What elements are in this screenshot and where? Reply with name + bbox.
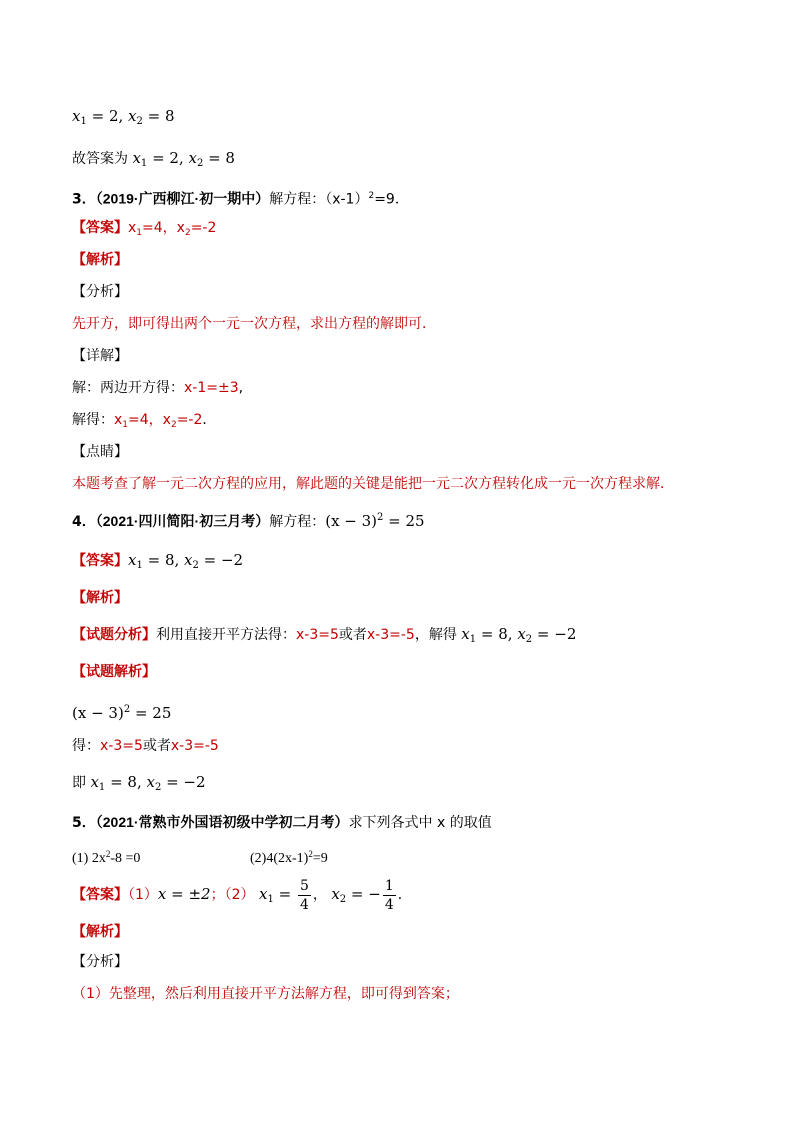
q5-fenxi-label: 【分析】: [72, 954, 128, 970]
q4-de: 得：x-3=5或者x-3=-5: [72, 738, 219, 754]
q3-dianjing-text: 本题考查了解一元二次方程的应用，解此题的关键是能把一元二次方程转化成一元一次方程求解．: [72, 476, 674, 492]
q4-equation: $(x - 3)^2 = 25$: [72, 704, 172, 722]
q3-xiangjie-label: 【详解】: [72, 348, 128, 364]
question-4: 4．（2021·四川简阳·初三月考）解方程：$(x - 3)^2 = 25$: [72, 512, 425, 530]
line-final-answer: 故答案为 $x_1 = 2$, $x_2 = 8$: [72, 149, 235, 169]
line-solution-values: $x_1 = 2$, $x_2 = 8$: [72, 107, 175, 127]
fraction-5-4: $\frac{5}{4}$: [299, 877, 309, 913]
q3-fenxi-text: 先开方，即可得出两个一元一次方程，求出方程的解即可．: [72, 316, 436, 332]
q3-dianjing-label: 【点睛】: [72, 444, 128, 460]
q5-fenxi-text: （1）先整理，然后利用直接开平方法解方程，即可得到答案；: [72, 986, 459, 1002]
question-5: 5．（2021·常熟市外国语初级中学初二月考）求下列各式中 x 的取值: [72, 814, 492, 831]
q3-jiexi-label: 【解析】: [72, 252, 128, 268]
q5-jiexi-label: 【解析】: [72, 924, 128, 940]
q4-answer: 【答案】$x_1 = 8$, $x_2 = -2$: [72, 551, 244, 571]
q5-item-2: $(2)4(2x-1)^2=9$: [250, 849, 328, 866]
q4-shiti-fenxi: 【试题分析】利用直接开平方法得：x-3=5或者x-3=-5，解得 $x_1 = 8$, $x_2 = -2$: [72, 625, 577, 645]
q4-jiexi-label: 【解析】: [72, 590, 128, 606]
q3-step1: 解：两边开方得：x-1=±3,: [72, 380, 244, 396]
q4-ji: 即 $x_1 = 8$, $x_2 = -2$: [72, 773, 206, 793]
q5-item-1: (1) $2x^2-8 =0$: [72, 849, 141, 866]
q3-step2: 解得：$x_1=4$，$x_2=-2$．: [72, 412, 217, 430]
q4-shiti-jiexi-label: 【试题解析】: [72, 664, 156, 680]
q3-fenxi-label: 【分析】: [72, 284, 128, 300]
q3-answer: 【答案】$x_1=4$，$x_2=-2$: [72, 220, 217, 238]
q5-answer: 【答案】（1）x = ±2；（2） $x_1$ = $\frac{5}{4}$ ， $x_2$ = − $\frac{1}{4}$ ．: [72, 877, 412, 913]
fraction-1-4: $\frac{1}{4}$: [384, 877, 394, 913]
question-3: 3．（2019·广西柳江·初一期中）解方程：$(x-1)^2=9$．: [72, 190, 409, 208]
